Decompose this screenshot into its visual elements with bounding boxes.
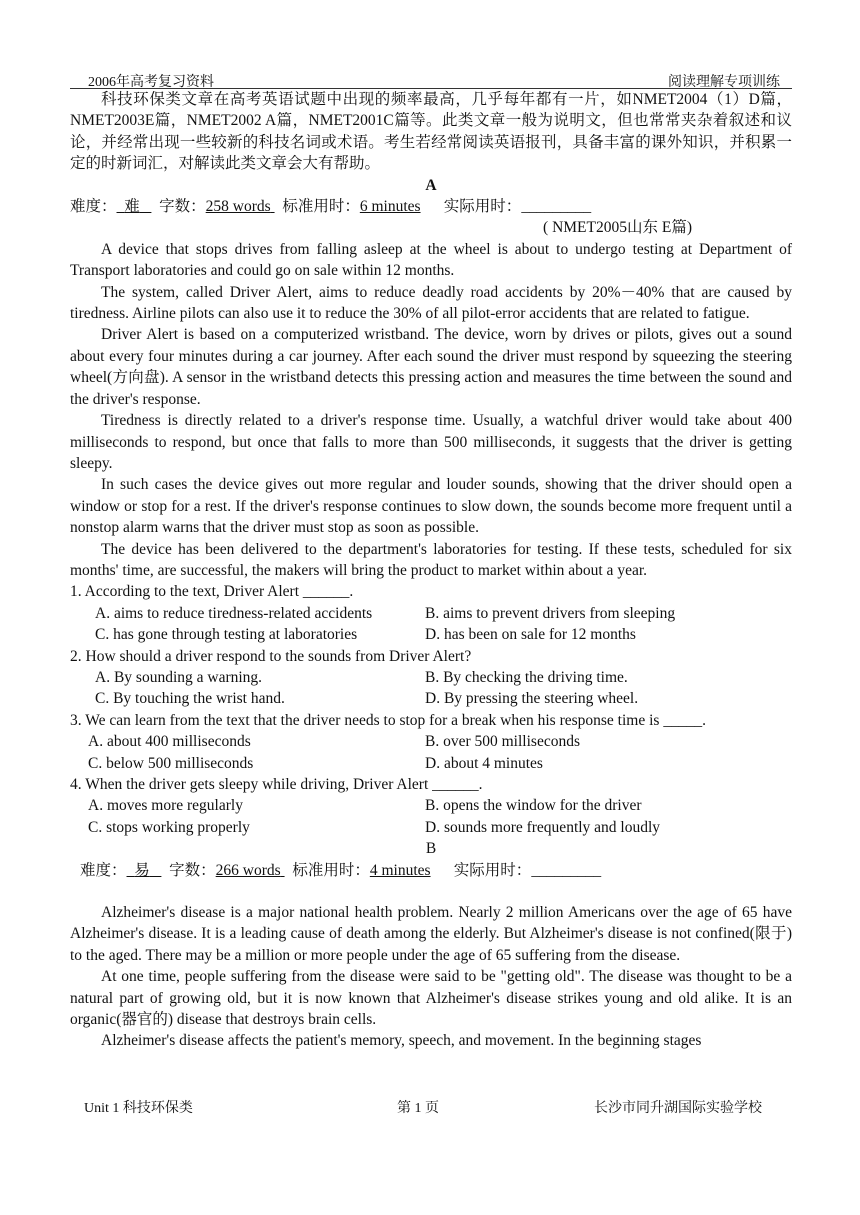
question-stem: 3. We can learn from the text that the driver needs to stop for a break when his response time is _____. — [70, 711, 706, 729]
answer-option: B. By checking the driving time. — [425, 668, 628, 686]
answer-option: C. stops working properly — [88, 818, 250, 836]
option-row — [70, 624, 792, 645]
footer-left: Unit 1 科技环保类 — [84, 1101, 193, 1116]
section-a-meta — [70, 196, 792, 217]
option-row — [70, 731, 792, 752]
answer-option: A. about 400 milliseconds — [88, 733, 251, 751]
answer-option: B. opens the window for the driver — [425, 797, 642, 815]
answer-option: A. By sounding a warning. — [95, 668, 263, 686]
answer-option: A. moves more regularly — [88, 797, 243, 815]
passage-paragraph: The device has been delivered to the department's laboratories for testing. If these tests, scheduled for six months' time, are successful, the makers will bring the product to market within about a year. — [70, 540, 792, 579]
passage-paragraph: Tiredness is directly related to a driver's response time. Usually, a watchful driver would take about 400 milliseconds to respond, but once that falls to more than 500 milliseconds, it suggests that the driver is getting sleepy. — [70, 412, 792, 472]
question-stem: 4. When the driver gets sleepy while driving, Driver Alert ______. — [70, 776, 483, 793]
section-b-passage — [70, 902, 792, 1052]
section-a-passage — [70, 239, 792, 582]
passage-paragraph: At one time, people suffering from the disease were said to be "getting old". The disease was thought to be a natural part of growing old, but it is now known that Alzheimer's disease strikes young and old alike. It is an organic(器官的) disease that destroys brain cells. — [70, 968, 792, 1029]
std-time-value: 6 minutes — [359, 198, 421, 216]
difficulty-value: 易 — [134, 861, 150, 879]
actual-time-blank: _________ — [521, 198, 592, 216]
section-a-source: ( NMET2005山东 E篇) — [543, 219, 692, 237]
option-row — [70, 667, 792, 688]
passage-paragraph: Driver Alert is based on a computerized wristband. The device, worn by drives or pilots, gives out a sound about every four minutes during a car journey. After each sound the driver must respond by squeezing the steering wheel(方向盘). A sensor in the wristband detects this pressing action and measures the time between the sound and the driver's response. — [70, 326, 792, 408]
answer-option: C. has gone through testing at laboratories — [95, 626, 358, 644]
section-b-meta — [70, 860, 792, 881]
actual-time-blank: _________ — [531, 861, 602, 879]
intro-paragraph: 科技环保类文章在高考英语试题中出现的频率最高，几乎每年都有一片，如NMET2004（1）D篇，NMET2003E篇，NMET2002 A篇，NMET2001C篇等。此类文章一般为说明文，但也常常夹杂着叙述和议论，并经常出现一些较新的科技名词或术语。考生若经常阅读英语报刊，具备丰富的课外知识，并积累一定的时新词汇，对解读此类文章会大有帮助。 — [70, 91, 792, 173]
option-row — [70, 603, 792, 624]
actual-time-label: 实际用时： — [443, 198, 522, 216]
question-stem: 1. According to the text, Driver Alert ______. — [70, 583, 354, 601]
passage-paragraph: The system, called Driver Alert, aims to reduce deadly road accidents by 20%－40% that are caused by tiredness. Airline pilots can also use it to reduce the 30% of all pilot-error accidents that are related to fatigue. — [70, 283, 792, 323]
answer-option: B. over 500 milliseconds — [425, 733, 580, 751]
answer-option: D. about 4 minutes — [425, 754, 543, 772]
option-row — [70, 795, 792, 816]
section-a-title: A — [425, 176, 437, 194]
words-label: 字数： — [169, 861, 216, 879]
option-row — [70, 753, 792, 774]
difficulty-label: 难度： — [80, 861, 127, 879]
actual-time-label: 实际用时： — [453, 861, 532, 879]
footer-page-number: 第 1 页 — [397, 1101, 439, 1116]
difficulty-label: 难度： — [70, 198, 117, 216]
passage-paragraph: A device that stops drives from falling asleep at the wheel is about to undergo testing at Department of Transport laboratories and could go on sale within 12 months. — [70, 240, 792, 280]
passage-paragraph: In such cases the device gives out more regular and louder sounds, showing that the driver should open a window or stop for a rest. If the driver's response continues to slow down, the sounds become more frequent until a nonstop alarm warns that the driver must stop as soon as possible. — [70, 476, 792, 537]
passage-paragraph: Alzheimer's disease is a major national health problem. Nearly 2 million Americans over the age of 65 have Alzheimer's disease. It is a leading cause of death among the elderly. But Alzheimer's disease is not confined(限于) to the aged. There may be a million or more people under the age of 65 suffering from the disease. — [70, 904, 792, 964]
spacer — [70, 881, 792, 902]
option-row — [70, 688, 792, 709]
header-left: 2006年高考复习资料 — [88, 75, 214, 90]
header-right: 阅读理解专项训练 — [668, 75, 780, 90]
words-value: 266 words — [215, 861, 281, 879]
answer-option: A. aims to reduce tiredness-related accidents — [95, 604, 373, 622]
answer-option: B. aims to prevent drivers from sleeping — [425, 604, 676, 622]
answer-option: D. has been on sale for 12 months — [425, 626, 636, 644]
section-a-questions — [70, 581, 792, 838]
words-value: 258 words — [205, 198, 271, 216]
std-time-label: 标准用时： — [282, 198, 360, 216]
passage-paragraph: Alzheimer's disease affects the patient's memory, speech, and movement. In the beginning stages — [101, 1032, 702, 1050]
answer-option: D. By pressing the steering wheel. — [425, 690, 639, 708]
std-time-label: 标准用时： — [292, 861, 370, 879]
answer-option: C. By touching the wrist hand. — [95, 690, 285, 708]
footer-right: 长沙市同升湖国际实验学校 — [594, 1101, 762, 1116]
document-body — [70, 89, 792, 1052]
words-label: 字数： — [159, 198, 206, 216]
option-row — [70, 817, 792, 838]
answer-option: C. below 500 milliseconds — [88, 754, 254, 772]
std-time-value: 4 minutes — [369, 861, 431, 879]
section-b-title: B — [425, 840, 437, 858]
difficulty-value: 难 — [124, 198, 140, 216]
question-stem: 2. How should a driver respond to the sounds from Driver Alert? — [70, 647, 472, 665]
answer-option: D. sounds more frequently and loudly — [425, 818, 661, 836]
page-header — [70, 70, 792, 89]
